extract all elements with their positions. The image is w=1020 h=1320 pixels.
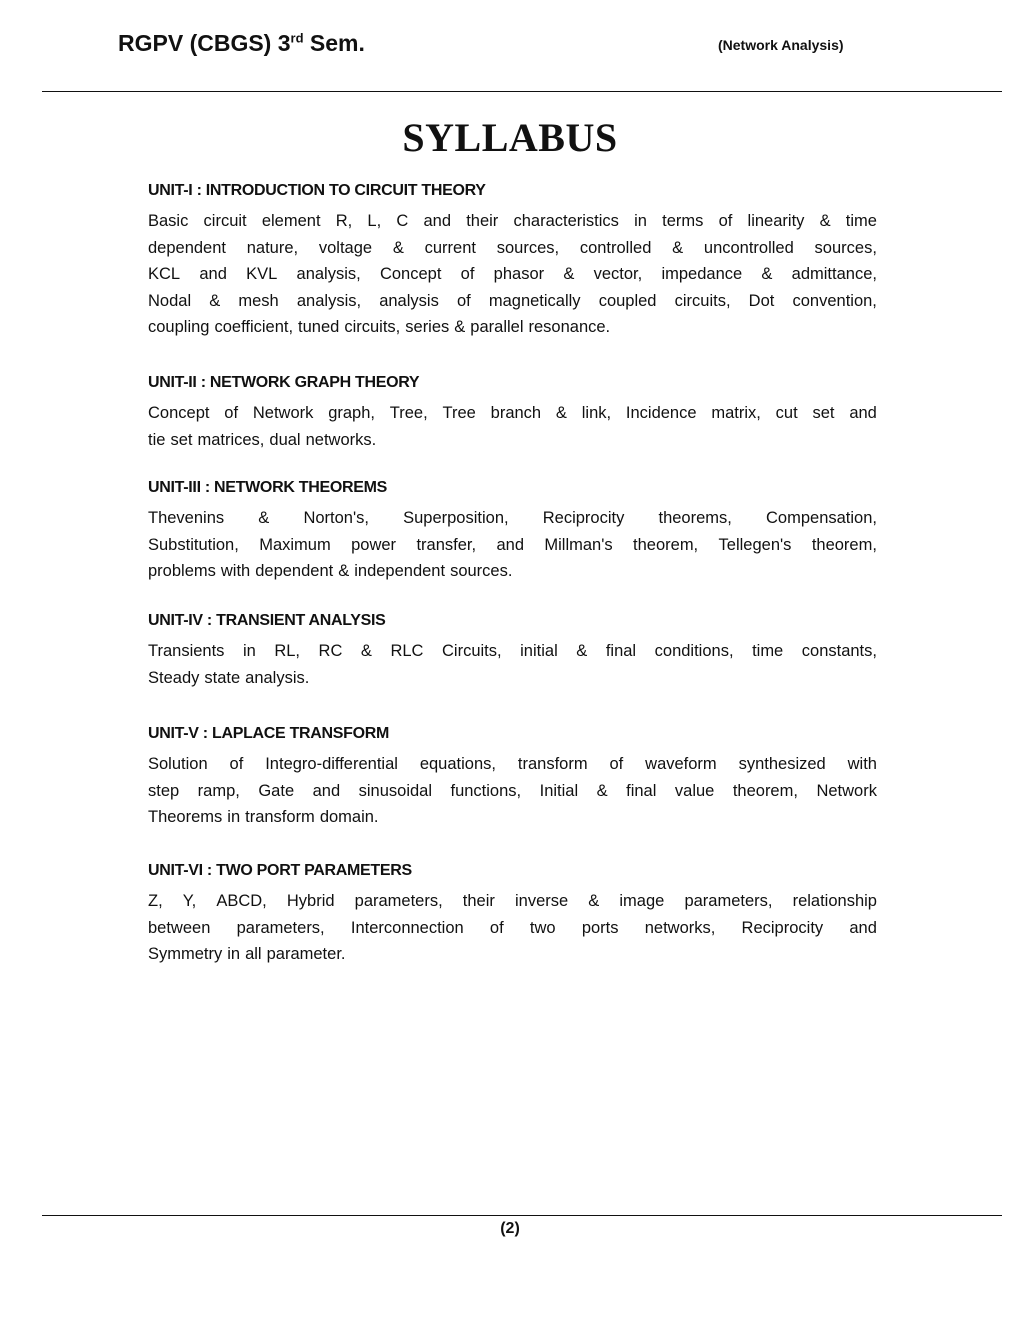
unit-text-line: Steady state analysis. [148,668,310,687]
unit-section [148,723,882,831]
unit-section [148,180,882,341]
unit-text-line: Nodal & mesh analysis, analysis of magnetically coupled circuits, Dot convention, [148,291,877,310]
unit-section [148,477,882,585]
unit-heading: UNIT-IV : TRANSIENT ANALYSIS [148,612,386,629]
header-course-suffix: Sem. [303,30,365,56]
page-title: SYLLABUS [402,115,618,160]
unit-text-line: Basic circuit element R, L, C and their characteristics in terms of linearity & time [148,212,877,230]
header-subject: (Network Analysis) [718,37,844,53]
unit-text-line: Theorems in transform domain. [148,808,379,826]
unit-section [148,860,882,968]
unit-text-line: step ramp, Gate and sinusoidal functions, Initial & final value theorem, Network [148,781,877,800]
header-course [118,30,365,57]
unit-text-line: Solution of Integro-differential equations, transform of waveform synthesized with [148,755,877,773]
page-number: (2) [500,1220,520,1237]
unit-text-line: dependent nature, voltage & current sources, controlled & uncontrolled sources, [148,238,877,257]
unit-text-line: problems with dependent & independent sources. [148,562,513,580]
unit-text-line: between parameters, Interconnection of two ports networks, Reciprocity and [148,918,877,937]
unit-text-line: coupling coefficient, tuned circuits, series & parallel resonance. [148,318,611,336]
unit-heading: UNIT-I : INTRODUCTION TO CIRCUIT THEORY [148,182,486,199]
header-course-sup: rd [290,30,304,46]
unit-text-line: Transients in RL, RC & RLC Circuits, initial & final conditions, time constants, [148,642,877,660]
unit-text-line: Symmetry in all parameter. [148,945,346,963]
unit-heading: UNIT-II : NETWORK GRAPH THEORY [148,374,420,391]
unit-text-line: Z, Y, ABCD, Hybrid parameters, their inverse & image parameters, relationship [148,892,877,910]
unit-text-line: Thevenins & Norton's, Superposition, Reciprocity theorems, Compensation, [148,509,877,527]
unit-section [148,372,882,453]
unit-heading: UNIT-VI : TWO PORT PARAMETERS [148,862,412,879]
unit-text-line: Concept of Network graph, Tree, Tree branch & link, Incidence matrix, cut set and [148,404,877,422]
header-course-prefix: RGPV (CBGS) 3 [118,30,291,56]
unit-heading: UNIT-V : LAPLACE TRANSFORM [148,725,390,742]
unit-heading: UNIT-III : NETWORK THEOREMS [148,479,388,496]
footer-divider [42,1215,1002,1216]
unit-text-line: KCL and KVL analysis, Concept of phasor & vector, impedance & admittance, [148,265,877,283]
unit-text-line: tie set matrices, dual networks. [148,430,377,449]
unit-text-line: Substitution, Maximum power transfer, and Millman's theorem, Tellegen's theorem, [148,535,877,554]
header-divider [42,91,1002,92]
unit-section [148,610,882,691]
